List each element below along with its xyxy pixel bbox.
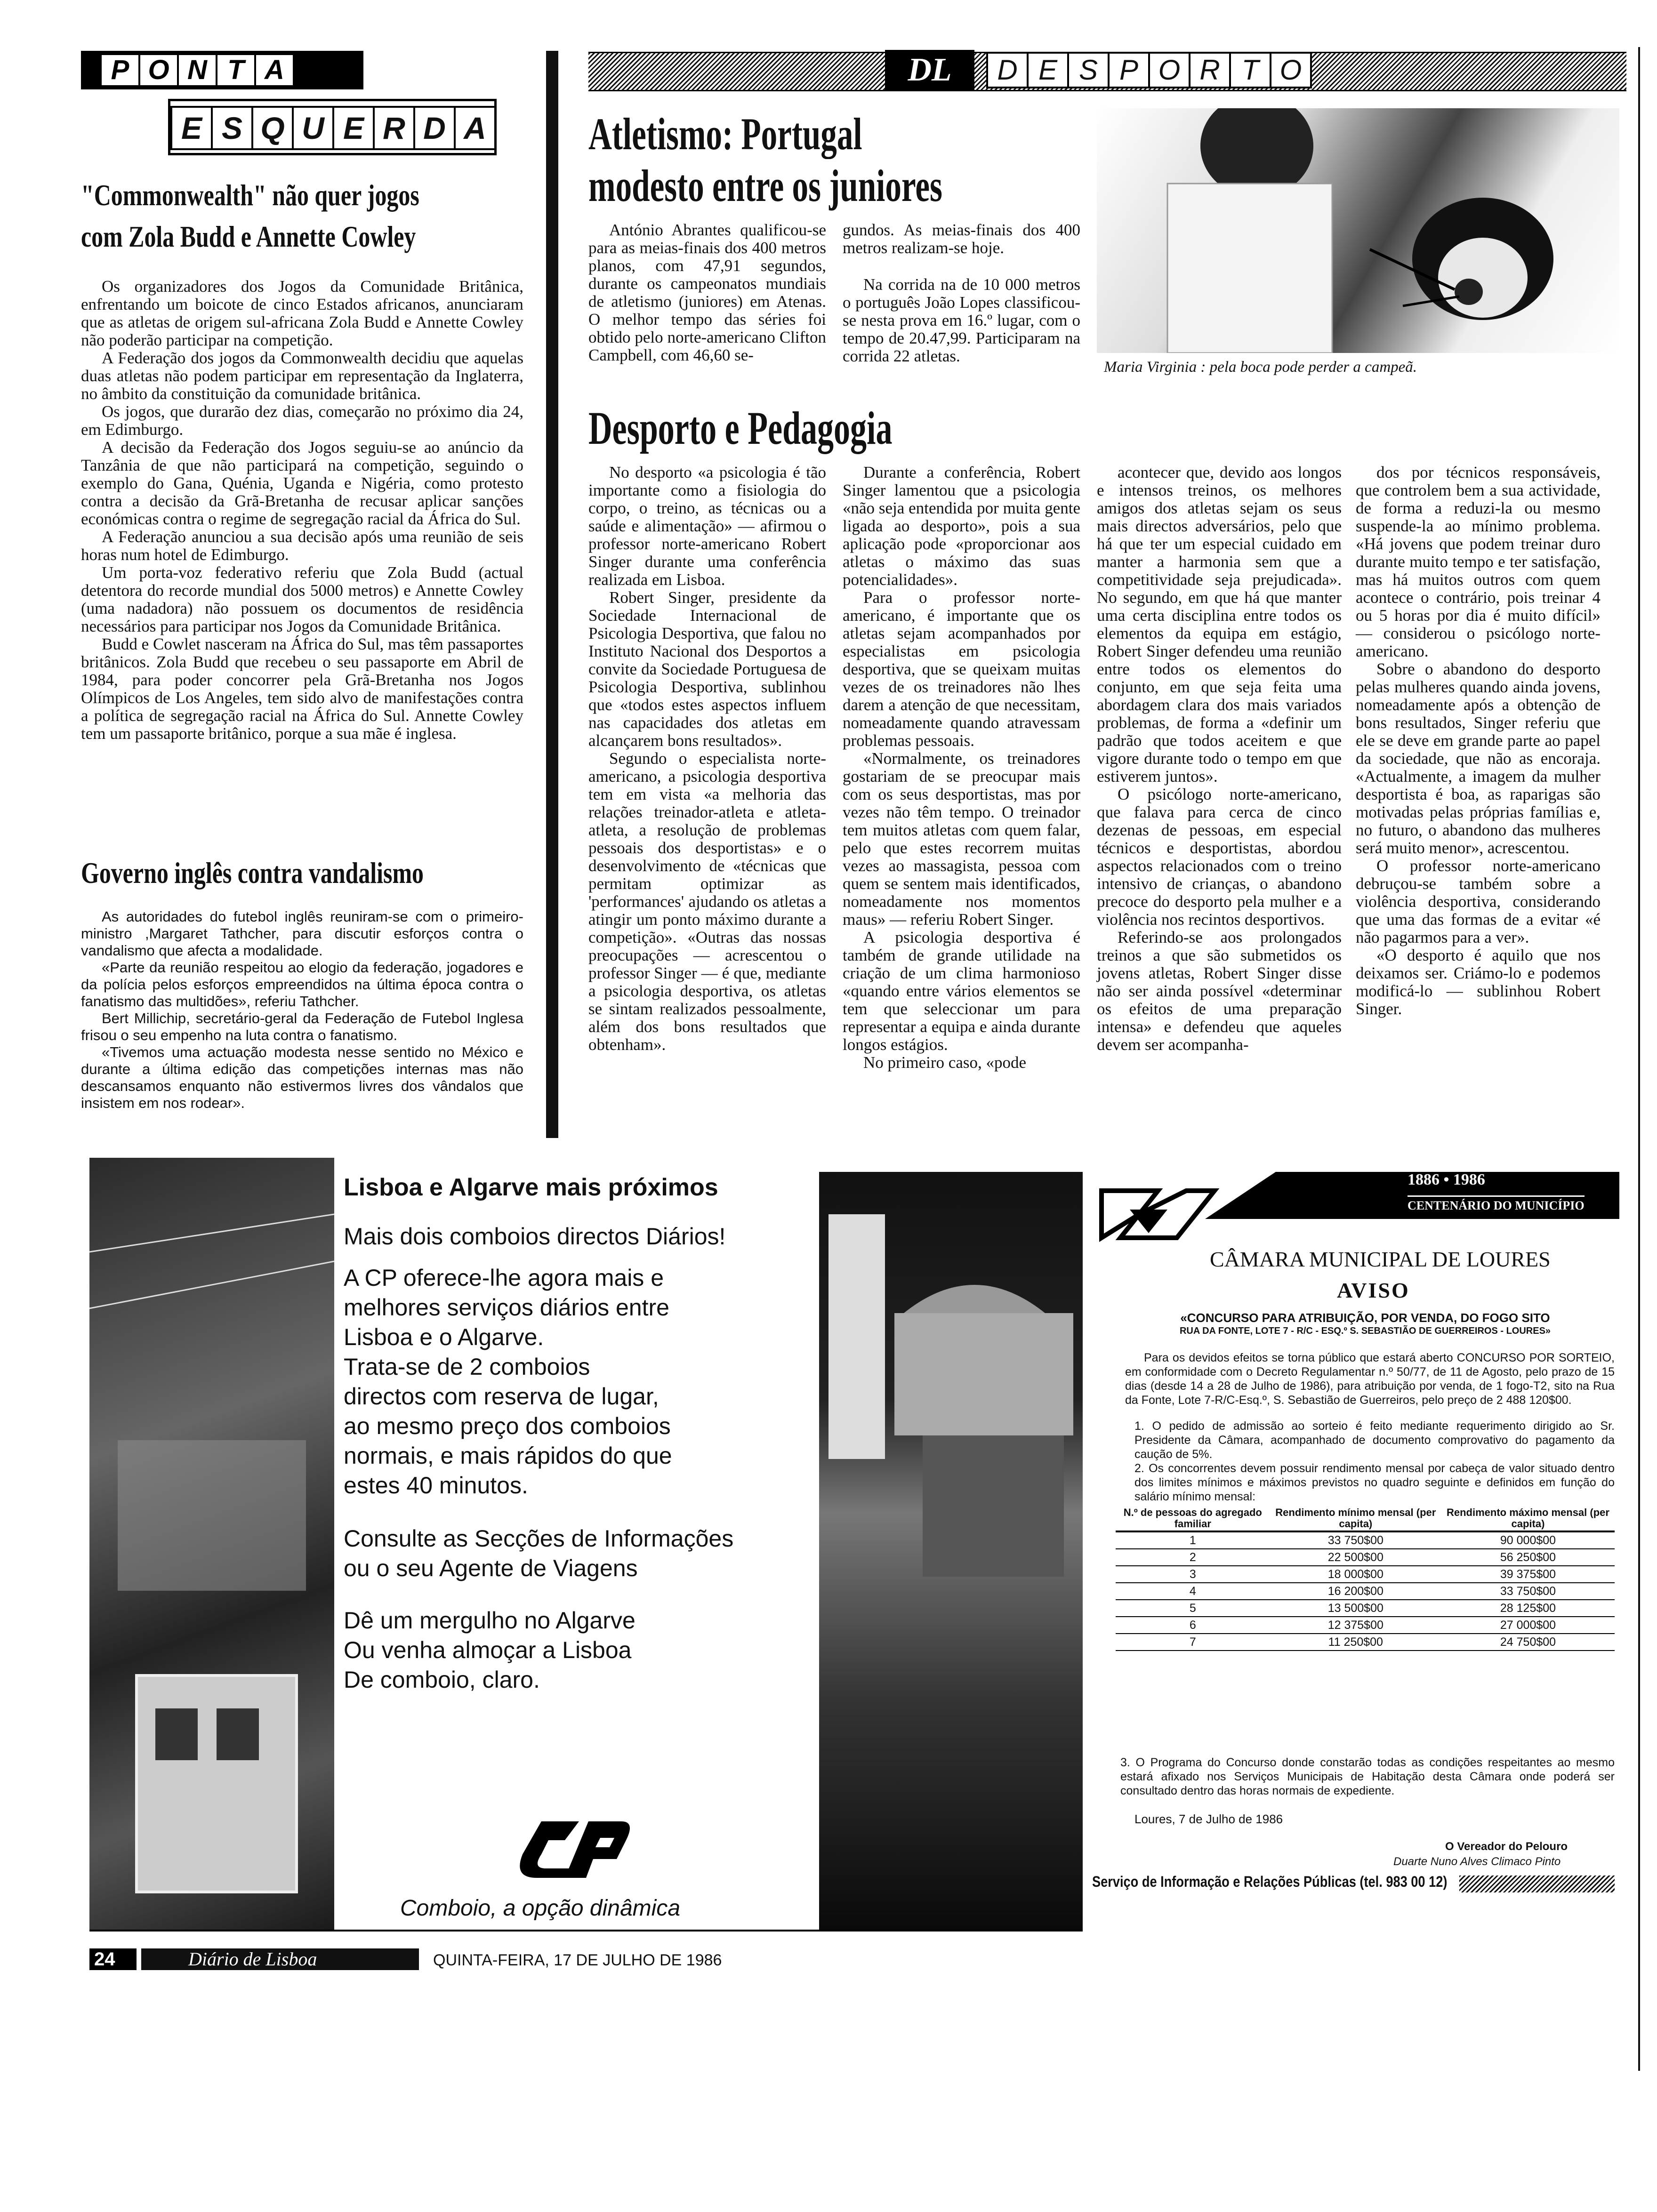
table-cell: 5 [1116, 1600, 1270, 1617]
atletismo-col2-text-a: gundos. As meias-finais dos 400 metros realizam-se hoje. [843, 221, 1080, 257]
cp-ad-border-bottom [89, 1930, 1083, 1931]
masthead-box [141, 1948, 419, 1970]
atletismo-headline-line1: Atletismo: Portugal [588, 109, 862, 159]
loures-years: 1886 • 1986 [1408, 1171, 1485, 1188]
tram-illustration [89, 1158, 334, 1930]
commonwealth-headline [81, 176, 519, 266]
cp-ad-block3 [344, 1524, 814, 1583]
masthead: Diário de Lisboa [188, 1948, 317, 1970]
pedagogia-paragraph: dos por técnicos responsáveis, que controlem bem a sua actividade, de forma a reduzi-la ou mesmo suspende-la ao mínimo problema. «Há jovens que podem treinar duro durante muito tempo e ter satisfação, mas há muitos outros com quem acontece o contrário, pois treinar 4 ou 5 horas por dia é muito difícil» — considerou o psicólogo norte-americano. [1356, 463, 1601, 660]
loures-item1: 1. O pedido de admissão ao sorteio é feito mediante requerimento dirigido ao Sr. Presidente da Câmara, acompanhado de documento comprovativo do pagamento da caução de 5%. [1134, 1419, 1615, 1461]
ponta-letter: T [216, 53, 256, 87]
table-row [1116, 1617, 1615, 1634]
commonwealth-headline-line2: com Zola Budd e Annette Cowley [81, 220, 416, 253]
ponta-letter: A [254, 53, 295, 87]
loures-item2: 2. Os concorrentes devem possuir rendimento mensal por cabeça de valor situado dentro dos limites mínimos e máximos previstos no quadro seguinte e definidos em função do salário mínimo mensal: [1134, 1462, 1615, 1503]
table-row [1116, 1600, 1615, 1617]
table-cell: 24 750$00 [1441, 1634, 1615, 1651]
loures-subject-2: RUA DA FONTE, LOTE 7 - R/C - ESQ.º S. SEBASTIÃO DE GUERREIROS - LOURES» [1179, 1326, 1551, 1336]
table-cell: 12 375$00 [1270, 1617, 1441, 1634]
cp-logo-icon [513, 1807, 635, 1883]
loures-date: Loures, 7 de Julho de 1986 [1134, 1812, 1283, 1826]
desporto-letter: D [986, 52, 1029, 88]
cp-logo [513, 1807, 635, 1883]
cp-ad-line: Ou venha almoçar a Lisboa [344, 1637, 632, 1663]
cp-ad-line: normais, e mais rápidos do que [344, 1443, 672, 1469]
pedagogia-paragraph: No desporto «a psicologia é tão importante como a fisiologia do corpo, o treino, as técnicas ou a saúde e alimentação» — afirmou o professor norte-americano Robert Singer durante uma conferência realizada em Lisboa. [588, 463, 826, 589]
pedagogia-col2 [843, 464, 1080, 1072]
table-header-cell: N.º de pessoas do agregado familiar [1116, 1506, 1270, 1531]
table-row [1116, 1531, 1615, 1549]
table-header-row [1116, 1506, 1615, 1531]
cp-ad-tram-photo [89, 1158, 334, 1930]
esquerda-letter: E [170, 106, 213, 150]
desporto-letter: E [1027, 52, 1069, 88]
table-row [1116, 1566, 1615, 1583]
cp-ad-line: Dê um mergulho no Algarve [344, 1607, 635, 1634]
loures-aviso: AVISO [1337, 1278, 1410, 1302]
cp-ad-line: Trata-se de 2 comboios [344, 1354, 590, 1380]
pedagogia-col1 [588, 464, 826, 1054]
atletismo-headline [588, 108, 1083, 212]
desporto-letter: O [1270, 52, 1312, 88]
table-cell: 33 750$00 [1270, 1531, 1441, 1549]
loures-footer: Serviço de Informação e Relações Públicas (tel. 983 00 12) [1092, 1873, 1448, 1890]
vandalismo-body [81, 908, 523, 1134]
table-cell: 18 000$00 [1270, 1566, 1441, 1583]
cp-ad-line: ou o seu Agente de Viagens [344, 1555, 638, 1581]
loures-centenario: CENTENÁRIO DO MUNICÍPIO [1408, 1195, 1585, 1213]
table-cell: 16 200$00 [1270, 1583, 1441, 1600]
vandalismo-paragraph: «Tivemos uma actuação modesta nesse sentido no México e durante a última edição das competições internas mas não descansamos enquanto não estivermos livres dos vândalos que insistem em nos rodear». [81, 1044, 523, 1111]
pedagogia-paragraph: Sobre o abandono do desporto pelas mulheres quando ainda jovens, nomeadamente após a obtenção de bons resultados, Singer referiu que ele se deve em grande parte ao papel da sociedade, que não as encoraja. «Actualmente, a imagem da mulher desportista é boa, as raparigas são motivadas pelas próprias famílias e, no futuro, o abandono das mulheres será muito menor», acrescentou. [1356, 660, 1601, 857]
pedagogia-paragraph: O psicólogo norte-americano, que falava para cerca de cinco dezenas de pessoas, em especial técnicos e desportistas, abordou aspectos relacionados com o treino intensivo de crianças, o abandono precoce do desporto pela mulher e a violência nos recintos desportivos. [1097, 785, 1342, 929]
vandalismo-headline: Governo inglês contra vandalismo [81, 856, 424, 890]
table-row [1116, 1583, 1615, 1600]
pedagogia-paragraph: «Normalmente, os treinadores gostariam de se preocupar mais com os seus desportistas, mas por vezes não têm tempo. O treinador tem muitos atletas com quem falar, pelo que estes recorrem muitas vezes ao massagista, pessoa com quem se sentem mais identificados, nomeadamente nos momentos maus» — referiu Robert Singer. [843, 749, 1080, 929]
commonwealth-headline-line1: "Commonwealth" não quer jogos [81, 178, 419, 212]
pedagogia-paragraph: acontecer que, devido aos longos e intensos treinos, os melhores amigos dos atletas sejam os seus mais directos adversários, pelo que há que ter um especial cuidado em manter a harmonia sem que a competitividade seja prejudicada». No segundo, em que há que manter uma certa disciplina entre todos os elementos da equipa em estágio, Robert Singer defendeu uma reunião entre todos os elementos do conjunto, em que seja feita uma abordagem clara dos mais variados problemas, de forma a «definir um padrão que todos aceitem e que vigore durante todo o tempo em que estiverem juntos». [1097, 463, 1342, 785]
cp-ad-line: Consulte as Secções de Informações [344, 1525, 734, 1552]
loures-item3: 3. O Programa do Concurso donde constarão todas as condições respeitantes ao mesmo estará afixado nos Serviços Municipais de Habitação desta Câmara onde poderá ser consultado dentro das horas normais de expediente. [1120, 1756, 1615, 1797]
atletismo-col2 [843, 221, 1080, 365]
table-cell: 28 125$00 [1441, 1600, 1615, 1617]
table-cell: 56 250$00 [1441, 1549, 1615, 1566]
esquerda-letter: E [332, 106, 375, 150]
loures-notice [1092, 1167, 1629, 1911]
cp-ad-block4 [344, 1606, 814, 1695]
cp-ad-heading: Lisboa e Algarve mais próximos [344, 1174, 718, 1201]
page-number-box [89, 1948, 137, 1970]
desporto-letter: P [1108, 52, 1150, 88]
table-cell: 27 000$00 [1441, 1617, 1615, 1634]
table-row [1116, 1634, 1615, 1651]
ponta-letter: O [138, 53, 179, 87]
cp-ad-line: A CP oferece-lhe agora mais e [344, 1265, 664, 1291]
atletismo-col2-text-b: Na corrida na de 10 000 metros o português João Lopes classificou-se nesta prova em 16.º lugar, com o tempo de 20.47,99. Participaram na corrida 22 atletas. [843, 275, 1080, 365]
pedagogia-paragraph: Durante a conferência, Robert Singer lamentou que a psicologia «não seja entendida por muita gente ligada ao desporto», pois a sua aplicação pode «proporcionar aos atletas o máximo das suas potencialidades». [843, 463, 1080, 589]
pedagogia-paragraph: Para o professor norte-americano, é importante que os atletas sejam acompanhados por especialistas em psicologia desportiva, que se queixam muitas vezes de os treinadores não lhes darem a atenção de que necessitam, nomeadamente quando atravessam problemas pessoais. [843, 588, 1080, 750]
esquerda-letter: D [413, 106, 456, 150]
esquerda-letter: S [211, 106, 253, 150]
loures-subject [1111, 1311, 1619, 1337]
photo-caption: Maria Virginia : pela boca pode perder a campeã. [1104, 359, 1417, 376]
table-cell: 3 [1116, 1566, 1270, 1583]
cp-ad-line: estes 40 minutos. [344, 1472, 528, 1499]
dentist-photo-illustration [1097, 108, 1619, 353]
cp-ad-line: directos com reserva de lugar, [344, 1383, 659, 1410]
commonwealth-paragraph: A Federação dos jogos da Commonwealth decidiu que aquelas duas atletas não podem participar em representação da Inglaterra, no âmbito da constituição da comunidade britânica. [81, 349, 523, 403]
commonwealth-paragraph: Os organizadores dos Jogos da Comunidade Britânica, enfrentando um boicote de cinco Estados africanos, anunciaram que as atletas de origem sul-africana Zola Budd e Annette Cowley não poderão participar na competição. [81, 277, 523, 349]
ponta-letter: P [100, 53, 140, 87]
loures-income-table [1116, 1506, 1615, 1651]
vandalismo-paragraph: Bert Millichip, secretário-geral da Federação de Futebol Inglesa frisou o seu empenho na luta contra o fanatismo. [81, 1010, 523, 1043]
dl-logo [885, 50, 974, 90]
pedagogia-paragraph: Referindo-se aos prolongados treinos a que são submetidos os jovens atletas, Robert Singer disse não ser ainda possível «determinar os efeitos de uma preparação intensa» e defendeu que aqueles devem ser acompanha- [1097, 928, 1342, 1054]
desporto-letter: R [1189, 52, 1231, 88]
ponta-letter: N [177, 53, 217, 87]
table-cell: 22 500$00 [1270, 1549, 1441, 1566]
table-cell: 90 000$00 [1441, 1531, 1615, 1549]
loures-signature-name: Duarte Nuno Alves Climaco Pinto [1393, 1855, 1561, 1868]
esquerda-word [168, 99, 497, 155]
column-rule-left [546, 51, 558, 1138]
loures-banner [1205, 1167, 1619, 1224]
esquerda-letter: U [292, 106, 334, 150]
table-cell: 39 375$00 [1441, 1566, 1615, 1583]
castle-illustration [819, 1172, 1083, 1930]
pedagogia-paragraph: «O desporto é aquilo que nos deixamos ser. Criámo-lo e podemos modificá-lo — sublinhou Robert Singer. [1356, 946, 1601, 1018]
loures-camara: CÂMARA MUNICIPAL DE LOURES [1210, 1247, 1551, 1271]
footer-date: QUINTA-FEIRA, 17 DE JULHO DE 1986 [433, 1951, 722, 1969]
table-cell: 6 [1116, 1617, 1270, 1634]
table-cell: 13 500$00 [1270, 1600, 1441, 1617]
atletismo-col1 [588, 221, 826, 364]
vandalismo-paragraph: As autoridades do futebol inglês reuniram-se com o primeiro-ministro ,Margaret Tathcher, para discutir esforços contra o vandalismo que afecta a modalidade. [81, 908, 523, 959]
commonwealth-paragraph: A decisão da Federação dos Jogos seguiu-se ao anúncio da Tanzânia de que não participará na competição, seguindo o exemplo do Gana, Quénia, Uganda e Nigéria, como protesto contra a decisão da Grã-Bretanha de recusar aplicar sanções económicas contra o regime de segregação racial da África do Sul. [81, 438, 523, 528]
esquerda-letter: Q [251, 106, 294, 150]
desporto-letter: S [1067, 52, 1110, 88]
cp-ad-line: melhores serviços diários entre [344, 1294, 669, 1321]
page-edge-rule [1638, 47, 1640, 2071]
pedagogia-col4 [1356, 464, 1601, 1018]
page-number: 24 [94, 1949, 115, 1970]
cp-ad-line: ao mesmo preço dos comboios [344, 1413, 671, 1439]
cp-ad-copy [344, 1172, 814, 1695]
pedagogia-col3 [1097, 464, 1342, 1054]
pedagogia-paragraph: Robert Singer, presidente da Sociedade Internacional de Psicologia Desportiva, que falou no Instituto Nacional dos Desportos a convite da Sociedade Portuguesa de Psicologia Desportiva, sublinhou que «todos estes aspectos influem nas capacidades dos atletas em alcançarem bons resultados». [588, 588, 826, 750]
cp-ad-line: De comboio, claro. [344, 1667, 540, 1693]
loures-subject-1: «CONCURSO PARA ATRIBUIÇÃO, POR VENDA, DO FOGO SITO [1180, 1311, 1550, 1325]
pedagogia-paragraph: Segundo o especialista norte-americano, a psicologia desportiva tem em vista «a melhoria das relações treinador-atleta e atleta-atleta, a resolução de problemas pessoais dos desportistas» e o desenvolvimento de «técnicas que permitam optimizar as 'performances' ajudando os atletas a atingir um ponto máximo durante a competição». «Outras das nossas preocupações — acrescentou o professor Singer — é que, mediante a psicologia desportiva, os atletas se sintam realizados pessoalmente, além dos bons resultados que obtenham». [588, 749, 826, 1054]
pedagogia-paragraph: O professor norte-americano debruçou-se também sobre a violência desportiva, considerando que uma das formas de a evitar «é não pagarmos para a ver». [1356, 857, 1601, 946]
ponta-word [100, 53, 293, 88]
table-header-cell: Rendimento mínimo mensal (per capita) [1270, 1506, 1441, 1531]
cp-ad-castle-photo [819, 1172, 1083, 1930]
esquerda-letter: R [373, 106, 415, 150]
loures-intro: Para os devidos efeitos se torna público que estará aberto CONCURSO POR SORTEIO, em conformidade com o Decreto Regulamentar n.º 50/77, de 11 de Agosto, pelo prazo de 15 dias (desde 14 a 28 de Julho de 1986), para atribuição por venda, de 1 fogo-T2, sito na Rua da Fonte, Lote 7-R/C-Esq.º, S. Sebastião de Guerreiros, pelo preço de 2 488 120$00. [1125, 1351, 1615, 1407]
loures-signature-title: O Vereador do Pelouro [1445, 1840, 1568, 1853]
pedagogia-headline: Desporto e Pedagogia [588, 402, 893, 454]
table-row [1116, 1549, 1615, 1566]
desporto-section-title [986, 52, 1310, 88]
dentist-photo [1097, 108, 1619, 353]
pedagogia-paragraph: A psicologia desportiva é também de grande utilidade na criação de um clima harmonioso «quando entre vários elementos se tem que seleccionar um para representar a equipa e ainda durante longos estágios. [843, 928, 1080, 1054]
table-cell: 7 [1116, 1634, 1270, 1651]
table-cell: 11 250$00 [1270, 1634, 1441, 1651]
atletismo-headline-line2: modesto entre os juniores [588, 160, 942, 211]
table-cell: 1 [1116, 1531, 1270, 1549]
table-cell: 2 [1116, 1549, 1270, 1566]
cp-ad-block2 [344, 1263, 814, 1500]
cp-slogan: Comboio, a opção dinâmica [400, 1896, 681, 1921]
dl-logo-text: DL [908, 52, 952, 88]
loures-footer-hatch [1459, 1875, 1615, 1892]
table-cell: 4 [1116, 1583, 1270, 1600]
commonwealth-paragraph: Os jogos, que durarão dez dias, começarão no próximo dia 24, em Edimburgo. [81, 402, 523, 439]
vandalismo-paragraph: «Parte da reunião respeitou ao elogio da federação, jogadores e da polícia pelos esforços empreendidos na última época contra o fanatismo das multidões», referiu Tathcher. [81, 959, 523, 1010]
esquerda-letter: A [454, 106, 496, 150]
commonwealth-paragraph: Um porta-voz federativo referiu que Zola Budd (actual detentora do recorde mundial dos 5000 metros) e Annette Cowley (uma nadadora) não possuem os documentos de residência necessários para participar nos Jogos da Comunidade Britânica. [81, 563, 523, 635]
cp-ad-line: Lisboa e o Algarve. [344, 1324, 544, 1350]
commonwealth-paragraph: Budd e Cowlet nasceram na África do Sul, mas têm passaportes britânicos. Zola Budd que recebeu o seu passaporte em Abril de 1984, para poder concorrer pela Grã-Bretanha nos Jogos Olímpicos de Los Angeles, tem sido alvo de manifestações contra a política de segregação racial na África do Sul. Annette Cowley tem um passaporte britânico, porque a sua mãe é inglesa. [81, 635, 523, 743]
desporto-letter: O [1148, 52, 1190, 88]
ponta-esquerda-logo [81, 51, 528, 159]
table-header-cell: Rendimento máximo mensal (per capita) [1441, 1506, 1615, 1531]
cp-ad-line1: Mais dois comboios directos Diários! [344, 1223, 726, 1250]
table-cell: 33 750$00 [1441, 1583, 1615, 1600]
pedagogia-paragraph: No primeiro caso, «pode [863, 1053, 1027, 1072]
commonwealth-body [81, 278, 523, 842]
atletismo-col1-text: António Abrantes qualificou-se para as meias-finais dos 400 metros planos, com 47,91 segundos, durante os campeonatos mundiais de atletismo (juniores) em Atenas. O melhor tempo das séries foi obtido pelo norte-americano Clifton Campbell, com 46,60 se- [588, 221, 826, 364]
commonwealth-paragraph: A Federação anunciou a sua decisão após uma reunião de seis horas num hotel de Edimburgo. [81, 528, 523, 564]
desporto-letter: T [1229, 52, 1271, 88]
